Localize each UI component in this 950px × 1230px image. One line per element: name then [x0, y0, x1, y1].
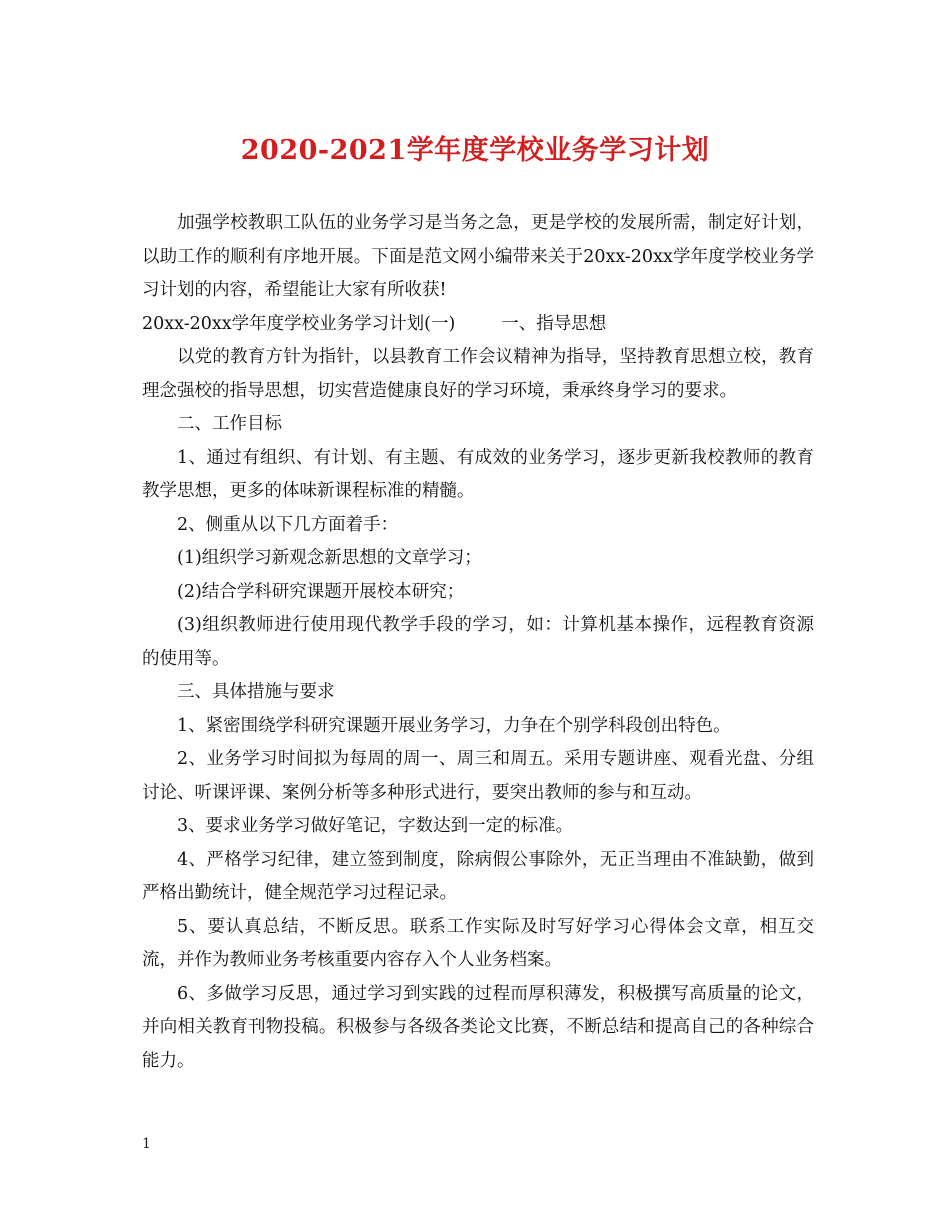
- goal-1-paragraph: 1、通过有组织、有计划、有主题、有成效的业务学习，逐步更新我校教师的教育教学思想，更多的体味新课程标准的精髓。: [142, 447, 814, 501]
- subtitle-line: [142, 308, 814, 342]
- section-heading-work-goals: 二、工作目标: [177, 414, 282, 434]
- measure-6-paragraph: 6、多做学习反思，通过学习到实践的过程而厚积薄发，积极撰写高质量的论文，并向相关教育刊物投稿。积极参与各级各类论文比赛，不断总结和提高自己的各种综合能力。: [142, 983, 814, 1071]
- measure-4-paragraph: 4、严格学习纪律，建立签到制度，除病假公事除外，无正当理由不准缺勤，做到严格出勤统计，健全规范学习过程记录。: [142, 849, 814, 903]
- goal-2-item-3: (3)组织教师进行使用现代教学手段的学习，如：计算机基本操作，远程教育资源的使用等。: [142, 615, 814, 669]
- page-number: 1: [142, 1136, 151, 1152]
- section-heading-guiding-ideology: 一、指导思想: [501, 313, 607, 334]
- intro-paragraph: 加强学校教职工队伍的业务学习是当务之急，更是学校的发展所需，制定好计划，以助工作的顺利有序地开展。下面是范文网小编带来关于20xx-20xx学年度学校业务学习计划的内容，希望能让大家有所收获!: [142, 213, 814, 300]
- measure-3-paragraph: 3、要求业务学习做好笔记，字数达到一定的标准。: [177, 816, 574, 836]
- measure-5-paragraph: 5、要认真总结，不断反思。联系工作实际及时写好学习心得体会文章，相互交流，并作为教师业务考核重要内容存入个人业务档案。: [142, 916, 814, 970]
- guiding-ideology-paragraph: 以党的教育方针为指针，以县教育工作会议精神为指导，坚持教育思想立校，教育理念强校的指导思想，切实营造健康良好的学习环境，秉承终身学习的要求。: [142, 347, 814, 401]
- goal-2-item-1: (1)组织学习新观念新思想的文章学习；: [177, 548, 482, 568]
- goal-2-item-2: (2)结合学科研究课题开展校本研究；: [177, 581, 465, 602]
- section-heading-measures: 三、具体措施与要求: [177, 682, 335, 702]
- document-body: [142, 207, 814, 1078]
- goal-2-paragraph: 2、侧重从以下几方面着手：: [177, 514, 399, 535]
- plan-subtitle: 20xx-20xx学年度学校业务学习计划(一): [142, 313, 456, 334]
- document-title: 2020-2021学年度学校业务学习计划: [240, 135, 710, 166]
- measure-1-paragraph: 1、紧密围绕学科研究课题开展业务学习，力争在个别学科段创出特色。: [177, 715, 731, 736]
- measure-2-paragraph: 2、业务学习时间拟为每周的周一、周三和周五。采用专题讲座、观看光盘、分组讨论、听课评课、案例分析等多种形式进行，要突出教师的参与和互动。: [142, 749, 814, 803]
